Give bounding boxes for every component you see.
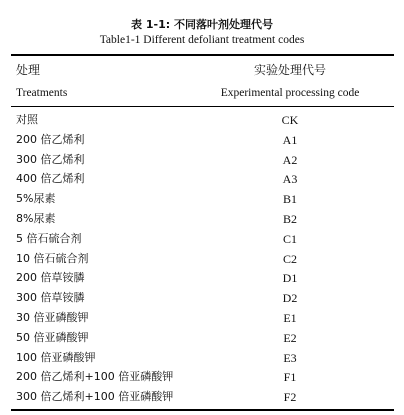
header-treatments-chinese: 处理 — [16, 63, 41, 77]
treatment-cell: 5%尿素 — [16, 192, 56, 206]
header-code-english: Experimental processing code — [220, 87, 360, 99]
code-cell: B1 — [282, 192, 297, 207]
code-cell: C2 — [282, 251, 297, 266]
table-row — [0, 288, 404, 308]
code-cell: D2 — [282, 291, 298, 306]
header-treatments-english: Treatments — [16, 87, 68, 99]
treatment-cell: 300 倍乙烯利 — [16, 152, 85, 166]
table-row — [0, 367, 404, 387]
treatment-cell: 30 倍亚磷酸钾 — [16, 310, 89, 324]
treatment-cell: 50 倍亚磷酸钾 — [16, 330, 89, 344]
table-caption-english: Table1-1 Different defoliant treatment codes — [99, 34, 305, 46]
code-cell: A1 — [282, 132, 298, 147]
treatment-cell: 100 倍亚磷酸钾 — [16, 350, 96, 364]
header-code-chinese: 实验处理代号 — [253, 63, 326, 77]
code-cell: A3 — [282, 172, 298, 187]
table-row — [0, 387, 404, 407]
treatment-cell: 10 倍石硫合剂 — [16, 251, 89, 265]
code-cell: E1 — [283, 310, 297, 325]
treatment-cell: 200 倍乙烯利 — [16, 132, 85, 146]
code-cell: F1 — [283, 370, 297, 385]
table-row — [0, 328, 404, 348]
treatment-cell: 300 倍乙烯利+100 倍亚磷酸钾 — [16, 390, 174, 404]
table-row — [0, 130, 404, 150]
treatment-cell: 5 倍石硫合剂 — [16, 231, 82, 245]
table-row — [0, 209, 404, 229]
table-row — [0, 169, 404, 189]
table-header-rule — [11, 106, 394, 107]
table-caption-chinese: 表 1-1: 不同落叶剂处理代号 — [131, 18, 273, 31]
table-bottom-rule — [11, 409, 394, 411]
table-row — [0, 249, 404, 269]
treatment-cell: 8%尿素 — [16, 211, 56, 225]
table-row — [0, 189, 404, 209]
table-row — [0, 150, 404, 170]
code-cell: F2 — [283, 390, 297, 405]
table-top-rule — [11, 54, 394, 56]
treatment-cell: 对照 — [16, 113, 38, 126]
code-cell: CK — [281, 113, 299, 127]
treatment-cell: 200 倍乙烯利+100 倍亚磷酸钾 — [16, 370, 174, 384]
code-cell: E3 — [283, 350, 297, 365]
code-cell: A2 — [282, 152, 298, 167]
treatment-cell: 300 倍草铵膦 — [16, 291, 85, 305]
table-row — [0, 110, 404, 130]
table-row — [0, 308, 404, 328]
table-row — [0, 229, 404, 249]
table-row — [0, 348, 404, 368]
code-cell: D1 — [282, 271, 298, 286]
code-cell: B2 — [282, 211, 297, 226]
table-body — [0, 110, 404, 407]
table-row — [0, 268, 404, 288]
treatment-cell: 400 倍乙烯利 — [16, 172, 85, 186]
treatment-cell: 200 倍草铵膦 — [16, 271, 85, 285]
code-cell: C1 — [282, 231, 297, 246]
code-cell: E2 — [283, 330, 297, 345]
